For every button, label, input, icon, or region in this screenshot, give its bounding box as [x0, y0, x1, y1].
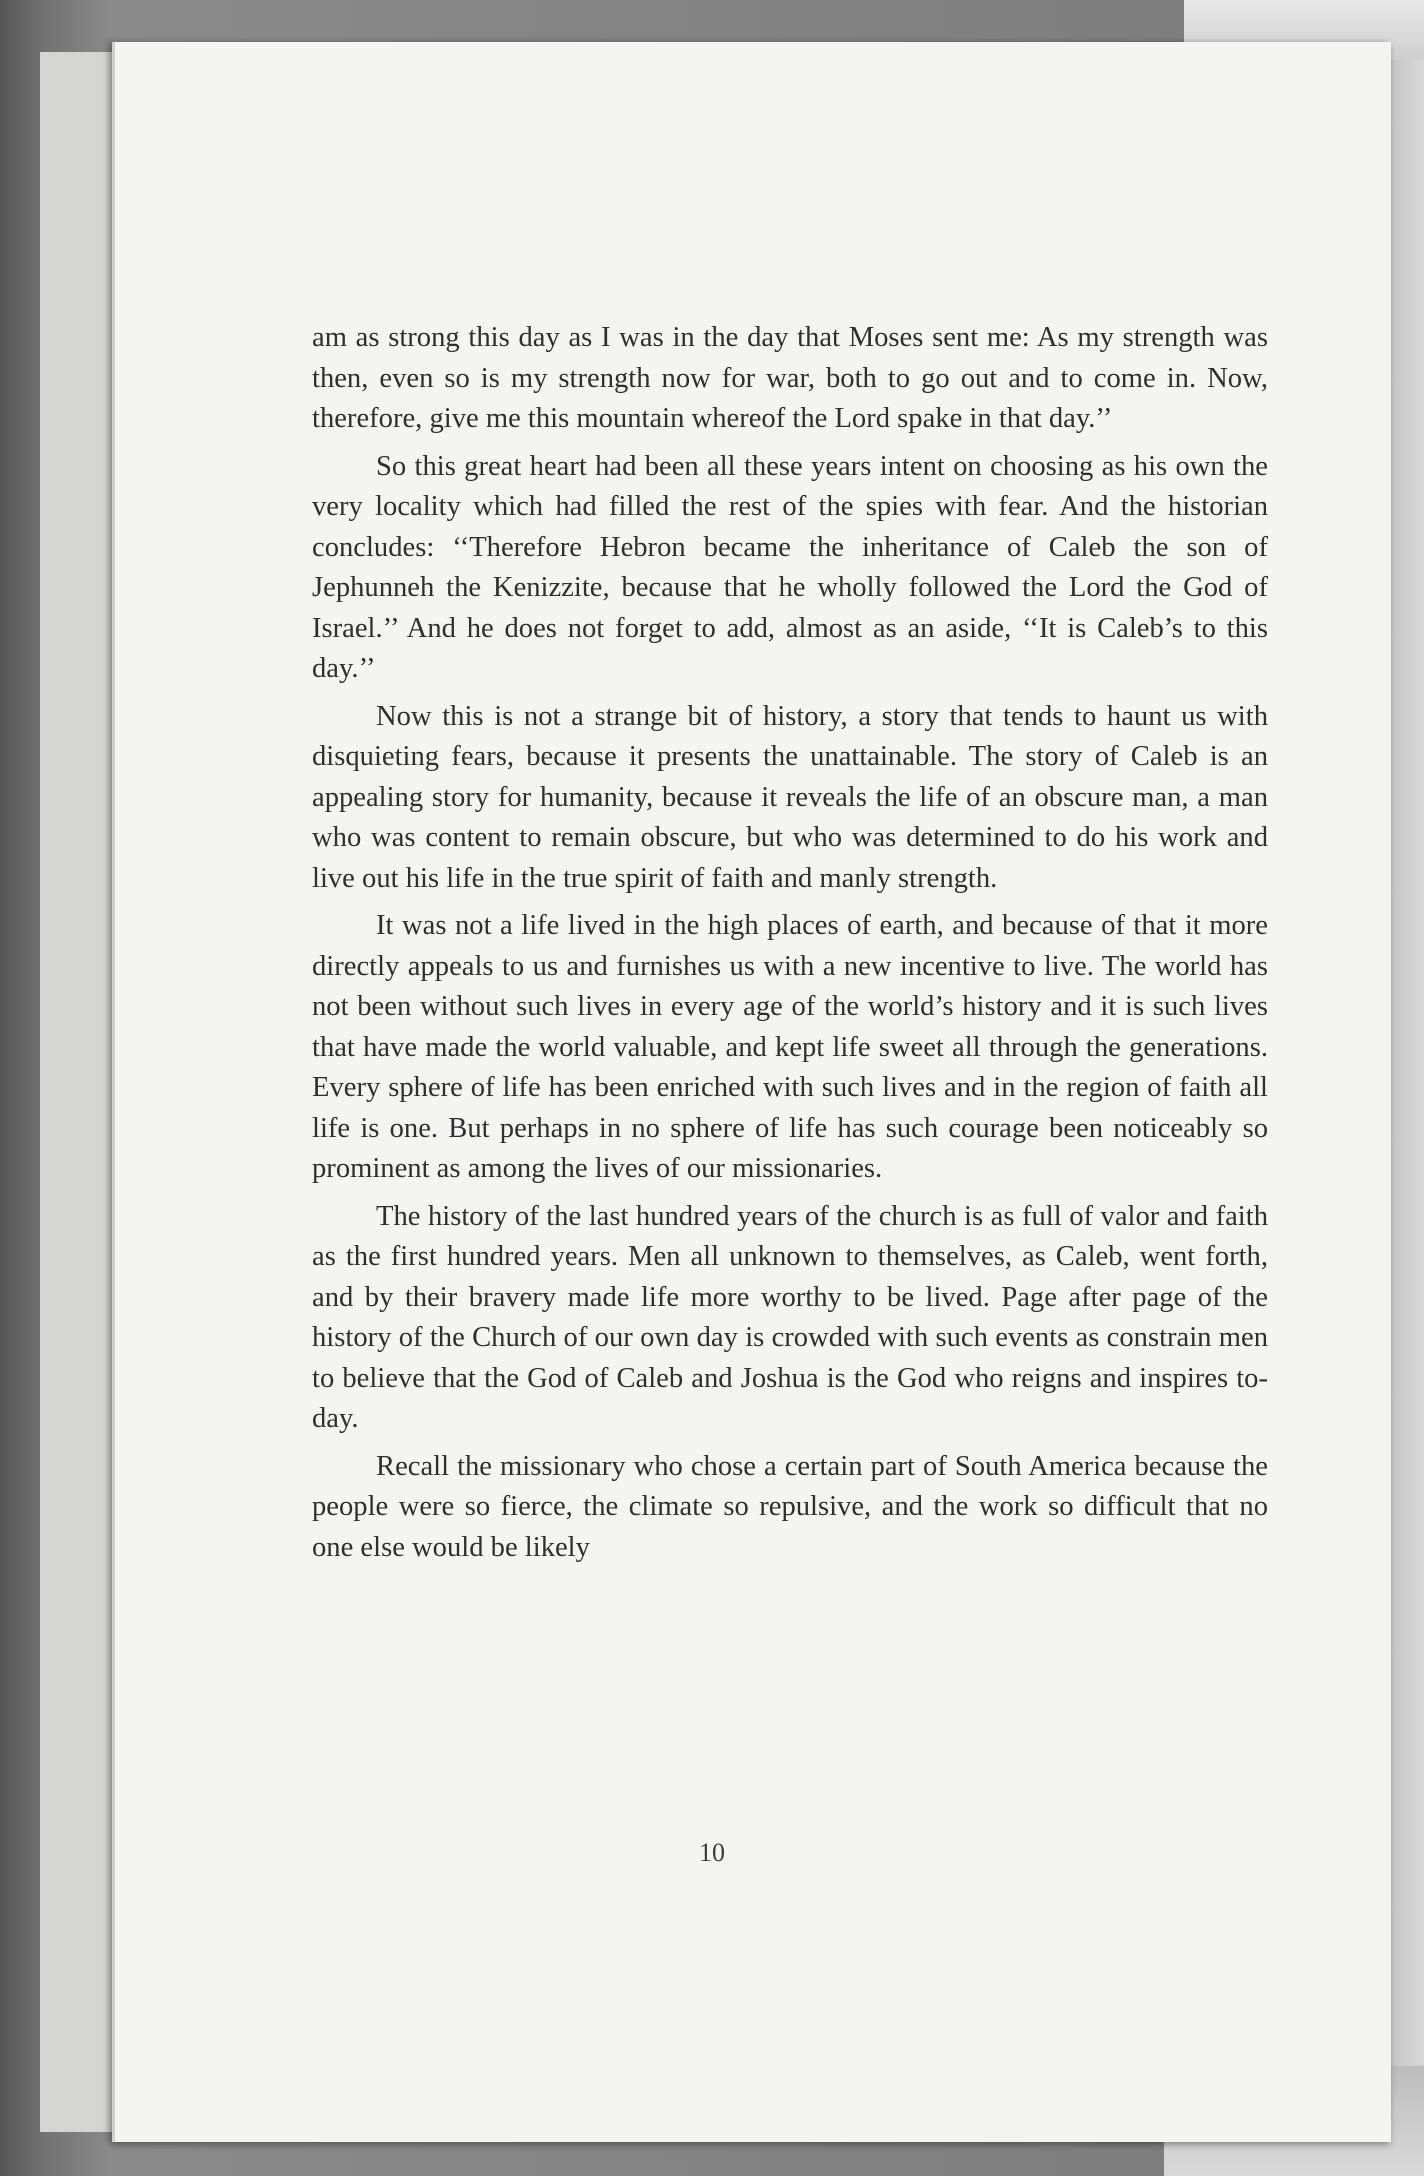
paragraph: Recall the missionary who chose a certain part of South America because the people were so fierce, the climate so repulsive, and the work so difficult that no one else would be likely	[312, 1450, 1268, 1563]
page-number: 10	[699, 1838, 725, 1867]
paragraph: It was not a life lived in the high places of earth, and because of that it more directly appeals to us and furnishes us with a new incentive to live. The world has not been without such lives in every age of the world’s history and it is such lives that have made the world valuable, and kept life sweet all through the generations. Every sphere of life has been enriched with such lives and in the region of faith all life is one. But perhaps in no sphere of life has such courage been noticeably so prominent as among the lives of our missionaries.	[312, 910, 1268, 1184]
paragraph: So this great heart had been all these years intent on choosing as his own the very locality which had filled the rest of the spies with fear. And the historian concludes: ‘‘Therefore Hebron became the inheritance of Caleb the son of Jephunneh the Kenizzite, because that he wholly followed the Lord the God of Israel.’’ And he does not forget to add, almost as an aside, ‘‘It is Caleb’s to this day.’’	[312, 450, 1268, 684]
paragraph: The history of the last hundred years of the church is as full of valor and faith as the first hundred years. Men all unknown to themselves, as Caleb, went forth, and by their bravery made life more worthy to be lived. Page after page of the history of the Church of our own day is crowded with such events as constrain men to believe that the God of Caleb and Joshua is the God who reigns and inspires to-day.	[312, 1200, 1268, 1434]
paragraph: Now this is not a strange bit of history, a story that tends to haunt us with disquieting fears, because it presents the unattainable. The story of Caleb is an appealing story for humanity, because it reveals the life of an obscure man, a man who was content to remain obscure, but who was determined to do his work and live out his life in the true spirit of faith and manly strength.	[312, 700, 1268, 894]
body-text	[312, 318, 1268, 1575]
paragraph: am as strong this day as I was in the day that Moses sent me: As my strength was then, even so is my strength now for war, both to go out and to come in. Now, therefore, give me this mountain whereof the Lord spake in that day.’’	[312, 322, 1268, 434]
